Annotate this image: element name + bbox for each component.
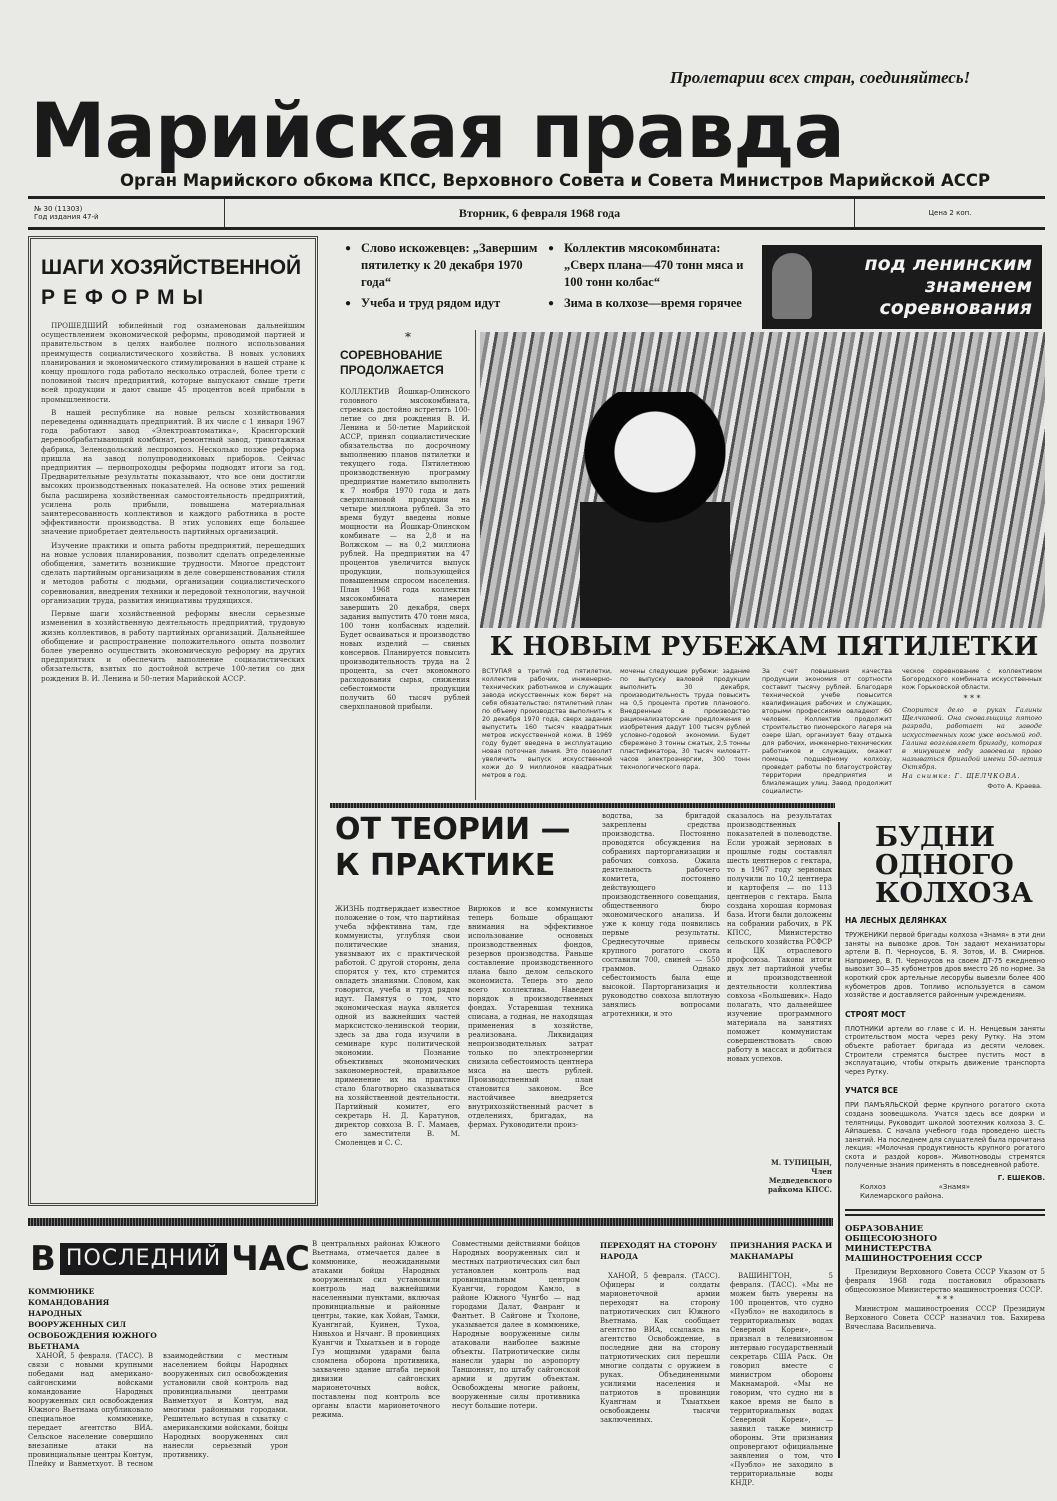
photo-person [580,392,730,628]
kolkhoz-author: Г. ЕШЕКОВ. [997,1174,1045,1183]
rusk-article [730,1240,833,1487]
editorial-article [28,236,318,1206]
banner-line1: под ленинским [864,253,1032,275]
editorial-paragraph: Первые шаги хозяйственной реформы внесли серьезные изменения в хозяйственную деятельность предприятий, трудовую жизнь коллективов, в работу партийных организаций. Дальнейшее обобщение и распространение положительного опыта позволит более уверенно осуществить экономическую реформу на других предприятиях и обеспечить выполнение социалистических обязательств, взятых по достойной встрече 100-летия со дня рождения В. И. Ленина и 50-летия Марийской АССР. [41,609,305,683]
photo-caption: Спорится дело в руках Галины Щелчковой. Она сновальщица пятого разряда, работает на заводе искусственных кож уже восьмой год. Галина возглавляет бригаду, которая в минувшем году завоевала право называться бригадой имени 50-летия Октября. [902,706,1042,772]
theory-col3: водства, за бригадой закреплены средства производства. Постоянно проводятся обсуждения на собраниях парторганизации и рабочих совхоза. Ожила деятельность рабочего комитета, постоянно действующего производственного совещания, общественного бюро экономического анализа. И уже к концу года появились первые результаты. Среднесуточные привесы крупного рогатого скота составили 700, свиней — 550 граммов. Однако себестоимость была еще высокой. Парторганизация и руководство совхоза вплотную занялись вопросами агротехники, и это [602,812,720,1018]
headlines-right [548,240,758,312]
lenin-banner [762,245,1042,329]
banner-line2: знаменем [925,275,1032,297]
vietnam-article-col: В центральных районах Южного Вьетнама, отмечается далее в коммюнике, неожиданными атаками бойцы Народных вооруженных сил установили контроль над важнейшими населенными пунктами, включая провинциальные и районные центры, такие, как Хойан, Тамки, Куангнгай, Куинен, Тухоа, Ниньхоа и Нячанг. В провинциях Куангчи и Тхыатхьен и в городе Гуэ мощными ударами была сломлена оборона противника, захвачено здание штаба первой дивизии сайгонских марионеточных войск, поставлены под контроль все органы власти марионеточного режима. [312,1240,440,1419]
theory-title-line1: ОТ ТЕОРИИ — [335,812,571,847]
separator: * * * [936,1295,954,1305]
photo-caption-subject: На снимке: Г. ЩЕЛЧКОВА. [902,771,1021,780]
theory-col4-wrap [727,812,832,1194]
issue-number: № 30 (11303) [34,205,83,213]
last-hour-word3: ЧАС [231,1239,310,1279]
kolkhoz-section-head: НА ЛЕСНЫХ ДЕЛЯНКАХ [845,916,947,925]
competition-body: КОЛЛЕКТИВ Йошкар-Олинского головного мясокомбината, стремясь достойно встретить 100-летие со дня рождения В. И. Ленина и 50-летие Марийской АССР, принял социалистические обязательства по досрочному выполнению планов пятилетки и текущего года. Пятилетнюю производственную программу предприятие наметило выполнить к 7 ноября 1970 года и дать сверхплановой продукции на четыре миллиона рублей. За это время будут введены новые мощности на Йошкар-Олинском комбинате — на 2,8 и на Волжском — на 0,2 миллиона рублей. На предприятии на 47 процентов увеличится выпуск продукции, пользующейся повышенным спросом населения. План 1968 года коллектив мясокомбината намерен завершить 20 декабря, сверх задания выпустить 470 тонн мяса, 100 тонн колбасных изделий. Будет осваиваться и производство новых изделий — свиных консервов. Планируется повысить производительность труда на 2 процента, за счет экономного расходования сырья, снижения себестоимости продукции получить 60 тысяч рублей сверхплановой прибыли. [340,388,470,711]
masthead-slogan: Пролетарии всех стран, соединяйтесь! [670,68,971,87]
kolkhoz-title-line1: БУДНИ [875,822,996,853]
banner-line3: соревнования [879,297,1032,319]
photo-story-col3: За счет повышения качества продукции экономия от сортности составит тысячу рублей. Благодаря технической учебе повысится квалификация рабочих и служащих, вторыми профессиями овладеют 60 человек. Коллектив продолжит строительство пионерского лагеря на озере Шап, организует базу отдыха для рабочих, инженерно-технических работников и служащих, окажет помощь подшефному колхозу, проведет работы по благоустройству территории предприятия и близлежащих улиц. Завод продолжит социалисти- [762,668,892,795]
kolkhoz-section-body: ПРИ ПАМЪЯЛЬСКОЙ ферме крупного рогатого скота создана зоовецшкола. Учатся здесь все доярки и телятницы. Руководит школой зоотехник колхоза З. С. Айпашева. С начала учебного года проведено шесть занятий. На последнем для слушателей была прочитана лекция: «Молочная продуктивность крупного рогатого скота и раздой коров». Животноводы стремятся полученные знания применять в повседневной работе. [845,1101,1045,1170]
publication-year: Год издания 47-й [34,213,99,221]
editorial-title [41,253,305,313]
theory-title-line2: К ПРАКТИКЕ [335,848,556,883]
defectors-body: ХАНОЙ, 5 февраля. (ТАСС). Офицеры и солдаты марионеточной армии переходят на сторону патриотических сил Южного Вьетнама. Как сообщает агентство ВИА, ссылаясь на агентство Освобождение, в последние дни на сторону патриотических сил перешли многие солдаты с оружием в руках. Объединенными усилиями населения и патриотов в провинции Куангнам и Тхыатхьен освобождены тысячи заключенных. [600,1272,720,1424]
communique-body: ХАНОЙ, 5 февраля. (ТАСС). В связи с новыми крупными победами над американо-сайгонскими войсками командование Народных вооруженных сил освобождения Южного Вьетнама опубликовало специальное коммюнике, передает агентство ВИА. Сельское население совершило внезапные атаки на провинциальные центры Контум, Плейку и Ванметхуот. В тесном взаимодействии с местным населением бойцы Народных вооруженных сил освобождения установили свой контроль над провинциальными центрами Ванметхуот и Контум, над многими районными городами. Решительно вступая в схватку с американскими войсками, бойцы Народных вооруженных сил нанесли серьезный урон противнику. [28,1352,288,1468]
editorial-paragraph: Изучение практики и опыта работы предприятий, перешедших на новые условия планирования, позволит сделать определенные обобщения, заметить возникшие трудности. Многое предстоит сделать партийным организациям в деле совершенствования стиля и методов работы с людьми, организации социалистического соревнования, внедрения техники и передовой технологии, научной организации труда, развития инициативы трудящихся. [41,540,305,605]
section-divider [28,1218,833,1226]
headlines-left [345,240,541,312]
headline-bullet: ● Зима в колхозе—время горячее [548,295,758,312]
section-divider [845,1209,1045,1216]
photo-story-col2: мочены следующие рубежи: задание по выпуску валовой продукции выполнить 30 декабря, производительность труда повысить на 0,5 процента против планового. Внедренные в производство рационализаторские предложения и изобретения дадут 100 тысяч рублей условно-годовой экономии. Будет сбережено 3 тонны сжатых, 2,5 тонны пластификатора, 30 тысяч киловатт-часов электроэнергии, 300 тонн технологического пара. [620,668,750,771]
editorial-paragraph: В нашей республике на новые рельсы хозяйствования переведены одиннадцать предприятий. В их числе с 1 января 1967 года работают завод «Электроавтоматика», Краснгорский деревообрабатывающий комбинат, ремонтный завод, трикотажная фабрика, Зеленодольский леспромхоз. Несколько позже реформа пришла на завод полупроводниковых приборов. Сейчас предприятия — первопроходцы реформы подводят итоги за год. Предварительные результаты показывают, что все они достигли высоких производственных показателей. На основе этих решений была расширена хозяйственная самостоятельность предприятий, усилена роль прибыли, повышена материальная заинтересованность коллективов и каждого работника в росте эффективности производства. В этих условиях еще большее значение приобретает деятельность партийных организаций. [41,407,305,537]
issue-info-bar [28,196,1045,230]
separator: * * * [963,694,981,703]
competition-title: СОРЕВНОВАНИЕ ПРОДОЛЖАЕТСЯ [340,348,444,377]
lenin-portrait-icon [772,253,812,319]
vietnam-article-col: Совместными действиями бойцов Народных вооруженных сил и местных патриотических сил был установлен контроль над провинциальным центром Куангчи, городом Камло, в районе Южного Чунгбо — над городами Далат, Фанранг и Фантьет. В Сайгоне и Тхолоне, указывается далее в коммюнике, Народные вооруженные силы атаковали наиболее важные объекты. Патриотические силы нанесли удары по аэропорту Таншоннят, по штабу сайгонской армии и другим объектам. Освобождены многие районы, вооруженные силы противника несут большие потери. [452,1240,580,1410]
theory-author: М. ТУПИЦЫН, [771,1158,832,1167]
star-ornament: * [405,330,411,344]
ministry-title: ОБРАЗОВАНИЕ ОБЩЕСОЮЗНОГО МИНИСТЕРСТВА МАШИНОСТРОЕНИЯ СССР [845,1224,983,1265]
kolkhoz-article [845,824,1045,1332]
photo-story-col4: ческое соревнование с коллективом Богородского комбината искусственных кож Горьковской области. [902,668,1042,691]
last-hour-heading [30,1238,310,1280]
theory-title [335,812,571,884]
newspaper-subtitle: Орган Марийского обкома КПСС, Верховного Совета и Совета Министров Марийской АССР [120,171,991,190]
kolkhoz-section-body: ПЛОТНИКИ артели во главе с И. Н. Ненцевым заняты строительством моста через реку Рутку. На этом объекте работает бригада из десяти человек. Строители стремятся быстрее пустить мост в эксплуатацию, чтобы открыть движение транспорта через Рутку. [845,1024,1045,1076]
newspaper-title: Марийская правда [30,86,844,175]
kolkhoz-title-line3: КОЛХОЗА [875,878,1033,909]
communique-title: КОММЮНИКЕ КОМАНДОВАНИЯ НАРОДНЫХ ВООРУЖЕННЫХ СИЛ ОСВОБОЖДЕНИЯ ЮЖНОГО ВЬЕТНАМА [28,1287,157,1351]
ministry-body: Президиум Верховного Совета СССР Указом от 5 февраля 1968 года постановил образовать общесоюзное Министерство машиностроения СССР. [845,1268,1045,1295]
defectors-article [600,1240,720,1477]
headline-bullet: ● Слово искожевцев: „Завершим пятилетку к 20 декабря 1970 года“ [345,240,541,291]
communique-body-wrap [28,1352,288,1497]
ministry-body: Министром машиностроения СССР Президиум Верховного Совета СССР назначил тов. Бахирева Вячеслава Васильевича. [845,1305,1045,1332]
photo-credit: Фото А. Краева. [987,781,1042,790]
kolkhoz-title-line2: ОДНОГО [875,850,1014,881]
issue-number-cell [28,199,225,227]
issue-price: Цена 2 коп. [854,199,1045,227]
photo-story-col4-wrap [902,668,1042,790]
kolkhoz-section-head: УЧАТСЯ ВСЕ [845,1086,898,1096]
photo-story-col1: ВСТУПАЯ в третий год пятилетки, коллектив рабочих, инженерно-технических работников и служащих завода искусственных кож берет на себя обязательство: пятилетний план по объему производства выполнить к 20 декабря 1970 года, сверх задания выпустить 160 тысяч квадратных метров искусственной кожи. В 1969 году будет введена в эксплуатацию новая поточная линия. Это позволит увеличить выпуск искусственной кожи до 9 миллионов квадратных метров в год. [482,668,612,779]
theory-col1: ЖИЗНЬ подтверждает известное положение о том, что партийная учеба эффективна там, где коммунисты, углубляя свои политические знания, увязывают их с практической работой. С другой стороны, дела спорятся у тех, кто стремится овладеть знаниями. Словом, как говорится, учеба и труд рядом идут. Памятуя о том, что экономическая наука является одной из важнейших частей марксистско-ленинской теории, здесь за два года изучили в семинаре курс политической экономии. Познание объективных экономических закономерностей, правильное применение их на практике стало благотворно сказываться на хозяйственной деятельности. Партийный комитет, его секретарь Н. Д. Каратунов, директор совхоза В. Г. Мамаев, его заместители В. М. Смоленцев и С. С. [335,905,460,1147]
theory-author-role: Член Медведевского райкома КПСС. [768,1167,832,1194]
kolkhoz-section-body: ТРУЖЕНИКИ первой бригады колхоза «Знамя» в эти дни заняты на вывозке дров. Тон задают механизаторы артели В. П. Черноусов, Б. Я. Зотов, И. В. Смирнов. Например, В. П. Черноусов на своем ДТ-75 ежедневно вывозит 30—35 кубометров дров вместо 26 по норме. За короткий срок артельные лесорубы вывезли более 400 кубометров дров. Топливо используется в самом хозяйстве и доставляется районным учреждениям. [845,931,1045,1000]
theory-col4: сказалось на результатах производственных показателей в полеводстве. Если урожай зерновых в прошлые годы составлял шесть центнеров с гектара, то в 1967 году зерновых получили по 10,2 центнера и картофеля — по 113 центнеров с гектара. Была создана хорошая кормовая база. Итоги были доложены на собрании рабочих, в РК КПСС, Министерство сельского хозяйства РСФСР и ЦК отраслевого профсоюза. Таковы итоги двух лет партийной учебы и производственной деятельности коллектива совхоза «Большевик». Надо полагать, что дальнейшее изучение программного материала на занятиях поможет коммунистам совершенствовать свою работу в массах и добиться новых успехов. [727,812,832,1063]
headline-bullet: ● Учеба и труд рядом идут [345,295,541,312]
defectors-title: ПЕРЕХОДЯТ НА СТОРОНУ НАРОДА [600,1241,718,1261]
editorial-title-line2: РЕФОРМЫ [41,286,212,309]
theory-col2: Вирюков и все коммунисты теперь больше обращают внимания на эффективное использование основных производственных фондов, резервов производства. Раньше составление производственного плана было делом сельского экономиста. Теперь это дело всего коллектива. Наведен порядок в производственных фондах. Устаревшая техника списана, а годная, не находящая применения в хозяйстве, реализована. Ликвидация непроизводительных затрат только по электроэнергии снизила себестоимость центнера мяса на шесть рублей. Производственный план становится законом. Все настойчивее внедряется внутрихозяйственный расчет в отделениях, бригадах, на фермах. Руководители произ- [468,905,593,1129]
last-hour-word1: В [30,1239,56,1279]
rusk-body: ВАШИНГТОН, 5 февраля. (ТАСС). «Мы не можем быть уверены на 100 процентов, что судно «Пуэбло» не находилось в территориальных водах Северной Кореи», — признал в телевизионном интервью государственный секретарь США Раск. Он говорил вместе с министром обороны Макнамарой. «Мы не говорим, что судно ни в какое время не было в территориальных водах Северной Кореи», — заявил также министр обороны. Эти признания опровергают официальные заявления о том, что «Пуэбло» не заходило в территориальные воды КНДР. [730,1272,833,1487]
rusk-title: ПРИЗНАНИЯ РАСКА И МАКНАМАРЫ [730,1241,833,1261]
issue-date: Вторник, 6 февраля 1968 года [458,205,621,220]
kolkhoz-title [875,824,1045,908]
last-hour-word2: ПОСЛЕДНИЙ [60,1243,227,1275]
kolkhoz-author-place: Колхоз «Знамя» Килемарского района. [860,1183,970,1201]
section-divider [330,803,835,808]
kolkhoz-section-head: СТРОЯТ МОСТ [845,1009,906,1019]
editorial-title-line1: ШАГИ ХОЗЯЙСТВЕННОЙ [41,256,302,279]
editorial-paragraph: ПРОШЕДШИЙ юбилейный год ознаменован дальнейшим осуществлением экономической реформы, проводимой партией и правительством в целях наиболее полного использования преимуществ социалистического хозяйства. В новых условиях планирования и экономического стимулирования в нашей стране к концу прошлого года работало несколько отраслей, более трети с половиной тысяч предприятий, которые выпускают свыше трети всей продукции и дают свыше 45 процентов всей прибыли в промышленности. [41,321,305,404]
column-divider [475,330,476,800]
photo-story-headline: К НОВЫМ РУБЕЖАМ ПЯТИЛЕТКИ [489,632,1039,662]
column-divider [838,822,840,1458]
photo-weaver [480,332,1045,628]
headline-bullet: ● Коллектив мясокомбината: „Сверх плана—470 тонн мяса и 100 тонн колбас“ [548,240,758,291]
